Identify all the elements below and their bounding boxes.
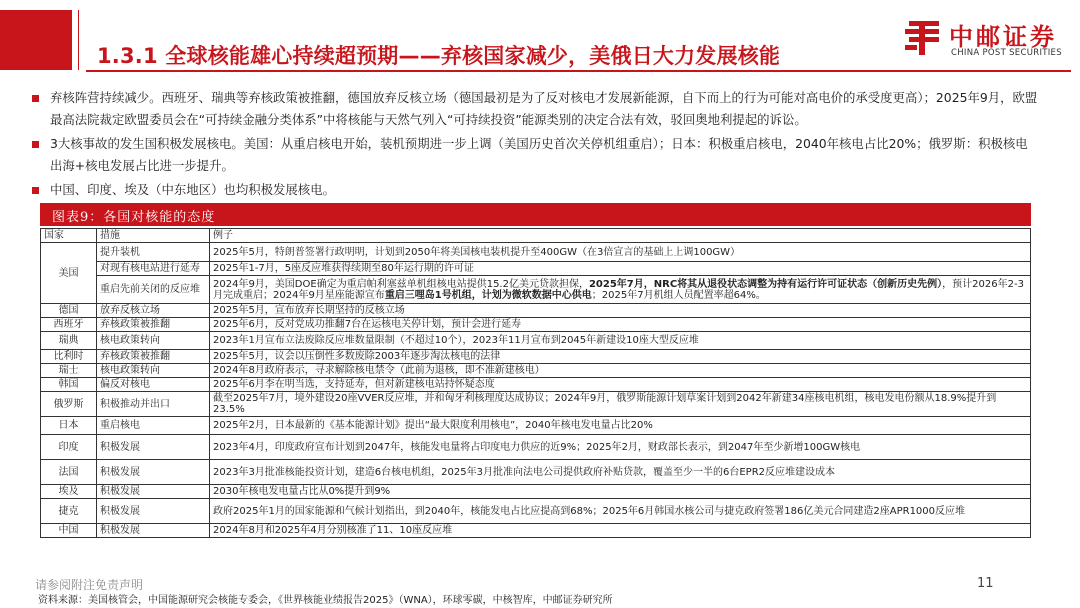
column-header: 国家 <box>41 229 97 243</box>
logo-chinese-name: 中邮证券 <box>949 23 1057 51</box>
decorative-red-line <box>78 10 79 70</box>
country-cell: 美国 <box>41 243 97 304</box>
page-number: 11 <box>977 576 994 591</box>
country-cell: 埃及 <box>41 485 97 499</box>
example-cell: 2023年4月，印度政府宣布计划到2047年，核能发电量将占印度电力供应的近9%；2025年2月，财政部长表示，到2047年至少新增100GW核电 <box>210 435 1031 460</box>
example-cell: 2025年6月，反对党成功推翻7台在运核电关停计划，预计会进行延寿 <box>210 318 1031 332</box>
country-cell: 瑞士 <box>41 364 97 378</box>
country-cell: 捷克 <box>41 499 97 524</box>
measure-cell: 核电政策转向 <box>97 364 210 378</box>
table-row <box>41 364 1031 378</box>
example-text: ；2025年7月机组人员配置率超64%。 <box>591 289 766 301</box>
country-cell: 西班牙 <box>41 318 97 332</box>
company-logo <box>903 15 1073 65</box>
country-cell: 法国 <box>41 460 97 485</box>
table-row <box>41 318 1031 332</box>
nuclear-policy-table <box>40 228 1031 538</box>
table-row <box>41 350 1031 364</box>
country-cell: 比利时 <box>41 350 97 364</box>
country-cell: 印度 <box>41 435 97 460</box>
bullet-item <box>30 87 1040 131</box>
example-bold-text: 重启三哩岛1号机组，计划为微软数据中心供电 <box>384 289 592 301</box>
table-row <box>41 499 1031 524</box>
measure-cell: 积极发展 <box>97 499 210 524</box>
measure-cell: 积极发展 <box>97 435 210 460</box>
measure-cell: 放弃反核立场 <box>97 304 210 318</box>
measure-cell: 核电政策转向 <box>97 332 210 350</box>
bullet-text: 中国、印度、埃及（中东地区）也均积极发展核电。 <box>50 182 335 197</box>
measure-cell: 提升装机 <box>97 243 210 262</box>
example-cell: 政府2025年1月的国家能源和气候计划指出，到2040年，核能发电占比应提高到68%；2025年6月韩国水核公司与捷克政府签署186亿美元合同建造2座APR1000反应堆 <box>210 499 1031 524</box>
china-post-logo-icon <box>903 19 943 57</box>
example-cell: 2023年3月批准核能投资计划，建造6台核电机组，2025年3月批准向法电公司提供政府补贴贷款，覆盖至少一半的6台EPR2反应堆建设成本 <box>210 460 1031 485</box>
measure-cell: 重启核电 <box>97 417 210 435</box>
example-text: ，预计2026年2-3月完成重启；2024年9月星座能源宣布 <box>213 278 1024 301</box>
country-cell: 俄罗斯 <box>41 392 97 417</box>
measure-cell: 积极推动并出口 <box>97 392 210 417</box>
column-header: 例子 <box>210 229 1031 243</box>
table-row <box>41 392 1031 417</box>
measure-cell: 偏反对核电 <box>97 378 210 392</box>
bullet-item <box>30 133 1040 177</box>
example-cell: 2030年核电发电量占比从0%提升到9% <box>210 485 1031 499</box>
country-cell: 德国 <box>41 304 97 318</box>
table-row <box>41 304 1031 318</box>
example-bold-text: 2025年7月，NRC将其从退役状态调整为持有运行许可证状态（创新历史先例） <box>588 278 943 290</box>
square-bullet-icon <box>32 95 39 102</box>
example-cell: 2025年5月，特朗普签署行政明明，计划到2050年将美国核电装机提升至400GW（在3倍宣言的基础上上调100GW） <box>210 243 1031 262</box>
example-cell: 2023年1月宣布立法废除反应堆数量限制（不超过10个），2023年11月宣布到2045年新建设10座大型反应堆 <box>210 332 1031 350</box>
figure-title-bar <box>40 203 1031 226</box>
example-cell: 截至2025年7月，境外建设20座VVER反应堆，并和匈牙利核理度达成协议；2024年9月，俄罗斯能源计划草案计划到2042年新建34座核电机组，核电发电份额从18.9%提升到23.5% <box>210 392 1031 417</box>
measure-cell: 弃核政策被推翻 <box>97 318 210 332</box>
square-bullet-icon <box>32 187 39 194</box>
table-header-row <box>41 229 1031 243</box>
column-header: 措施 <box>97 229 210 243</box>
country-cell: 日本 <box>41 417 97 435</box>
measure-cell: 积极发展 <box>97 485 210 499</box>
table-row <box>41 332 1031 350</box>
measure-cell: 重启先前关闭的反应堆 <box>97 276 210 304</box>
example-text: 2024年9月，美国DOE确定为重启帕利塞兹单机组核电站提供15.2亿美元贷款担保， <box>213 278 589 290</box>
figure-title: 图表9：各国对核能的态度 <box>52 210 216 225</box>
table-row <box>41 243 1031 262</box>
measure-cell: 积极发展 <box>97 524 210 538</box>
decorative-red-block <box>0 10 72 70</box>
table-row <box>41 378 1031 392</box>
disclaimer-note: 请参阅附注免责声明 <box>35 578 144 592</box>
bullet-text: 弃核阵营持续减少。西班牙、瑞典等弃核政策被推翻，德国放弃反核立场（德国最初是为了反对核电才发展新能源，自下而上的行为可能对高电价的承受度更高）；2025年9月，欧盟最高法院裁定欧盟委员会在“可持续金融分类体系”中将核能与天然气列入“可持续投资”能源类别的决定合法有效，驳回奥地利提起的诉讼。 <box>50 90 1038 127</box>
measure-cell: 对现有核电站进行延寿 <box>97 262 210 276</box>
table-row <box>41 262 1031 276</box>
example-cell: 2025年1-7月，5座反应堆获得续期至80年运行期的许可证 <box>210 262 1031 276</box>
square-bullet-icon <box>32 141 39 148</box>
bullet-list <box>30 87 1040 203</box>
table-row <box>41 460 1031 485</box>
country-cell: 韩国 <box>41 378 97 392</box>
data-source: 资料来源：美国核管会，中国能源研究会核能专委会，《世界核能业绩报告2025》（WNA），环球零碳，中核智库，中邮证券研究所 <box>38 595 613 606</box>
example-cell <box>210 276 1031 304</box>
example-cell: 2025年5月，宣布放弃长期坚持的反核立场 <box>210 304 1031 318</box>
bullet-item <box>30 179 1040 201</box>
title-underline <box>86 70 1071 72</box>
country-cell: 瑞典 <box>41 332 97 350</box>
logo-english-name: CHINA POST SECURITIES <box>951 48 1062 58</box>
table-row <box>41 276 1031 304</box>
example-cell: 2025年2月，日本最新的《基本能源计划》提出“最大限度利用核电”，2040年核电发电量占比20% <box>210 417 1031 435</box>
page-title: 1.3.1 全球核能雄心持续超预期——弃核国家减少，美俄日大力发展核能 <box>97 44 781 68</box>
table-row <box>41 417 1031 435</box>
table-row <box>41 485 1031 499</box>
bullet-text: 3大核事故的发生国积极发展核电。美国：从重启核电开始，装机预期进一步上调（美国历史首次关停机组重启）；日本：积极重启核电，2040年核电占比20%；俄罗斯：积极核电出海+核电发展占比进一步提升。 <box>50 136 1028 173</box>
example-cell: 2024年8月和2025年4月分别核准了11、10座反应堆 <box>210 524 1031 538</box>
example-cell: 2024年8月政府表示，寻求解除核电禁令（此前为退核，即不准新建核电） <box>210 364 1031 378</box>
measure-cell: 积极发展 <box>97 460 210 485</box>
measure-cell: 弃核政策被推翻 <box>97 350 210 364</box>
table-row <box>41 435 1031 460</box>
example-cell: 2025年6月李在明当选，支持延寿，但对新建核电站持怀疑态度 <box>210 378 1031 392</box>
example-cell: 2025年5月，议会以压倒性多数废除2003年逐步淘汰核电的法律 <box>210 350 1031 364</box>
table-row <box>41 524 1031 538</box>
country-cell: 中国 <box>41 524 97 538</box>
